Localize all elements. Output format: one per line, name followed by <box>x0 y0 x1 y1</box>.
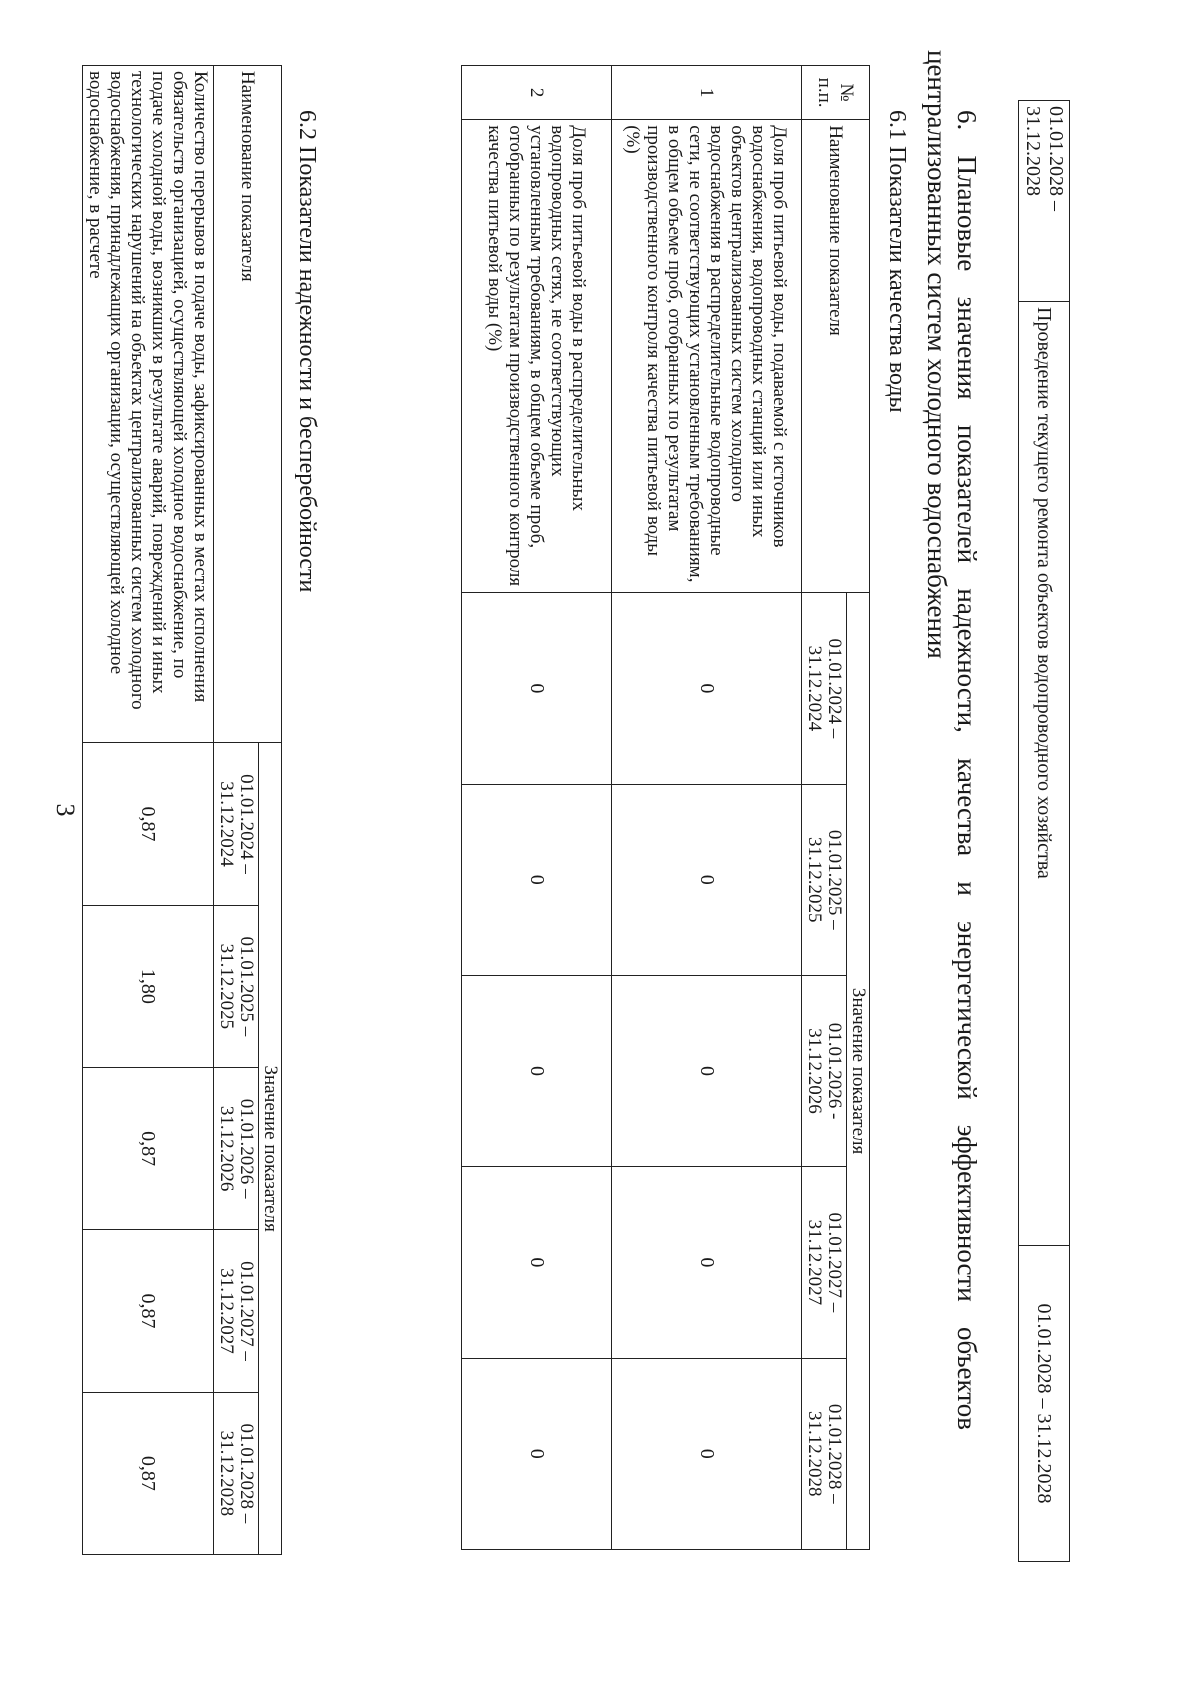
water-quality-table <box>461 65 870 1550</box>
period-header: 01.01.2027 – 31.12.2027 <box>214 1230 259 1392</box>
page-number: 3 <box>51 803 80 817</box>
indicator-value: 0 <box>462 1167 612 1358</box>
subsection-title: 6.1 Показатели качества воды <box>884 110 910 413</box>
indicator-value: 0,87 <box>83 1392 214 1554</box>
period-header: 01.01.2026 – 31.12.2026 <box>214 1067 259 1229</box>
table-header-row <box>847 66 870 1550</box>
period-cell: 01.01.2028 – 31.12.2028 <box>1019 101 1070 302</box>
section-heading <box>922 50 982 1430</box>
period-header: 01.01.2024 – 31.12.2024 <box>214 743 259 905</box>
reliability-table <box>82 65 282 1555</box>
indicator-value: 1,80 <box>83 905 214 1067</box>
table-row <box>1019 101 1070 1562</box>
indicator-value: 0,87 <box>83 1230 214 1392</box>
column-header: № п.п. <box>802 66 870 120</box>
table-row <box>83 66 214 1555</box>
row-number: 2 <box>462 66 612 120</box>
indicator-name: Доля проб питьевой воды, подаваемой с источников водоснабжения, водопроводных станций или иных объектов централизованных систем холодного водоснабжения в распределительные водопроводные сети, не соответствующих установленным требованиям, в общем объеме проб, отобранных по результатам производственного контроля качества питьевой воды (%) <box>612 120 802 593</box>
period-header: 01.01.2028 – 31.12.2028 <box>214 1392 259 1554</box>
indicator-value: 0 <box>612 784 802 975</box>
period-header: 01.01.2025 – 31.12.2025 <box>802 784 847 975</box>
subsection-title: 6.2 Показатели надежности и бесперебойности <box>294 110 320 593</box>
activity-cell: Проведение текущего ремонта объектов водопроводного хозяйства <box>1019 302 1070 1246</box>
table-row <box>612 66 802 1550</box>
column-header: Наименование показателя <box>802 120 870 593</box>
period-header: 01.01.2026 - 31.12.2026 <box>802 975 847 1166</box>
indicator-value: 0 <box>462 1358 612 1549</box>
row-number: 1 <box>612 66 802 120</box>
indicator-value: 0 <box>462 593 612 784</box>
indicator-value: 0 <box>462 784 612 975</box>
schedule-table-tail <box>1018 100 1070 1562</box>
table-header-row <box>259 66 282 1555</box>
period-header: 01.01.2025 – 31.12.2025 <box>214 905 259 1067</box>
indicator-value: 0 <box>612 1358 802 1549</box>
column-header: Наименование показателя <box>214 66 282 743</box>
indicator-name: Доля проб питьевой воды в распределительных водопроводных сетях, не соответствующих установленным требованиям, в общем объеме проб, отобранных по результатам производственного контроля качества питьевой воды (%) <box>462 120 612 593</box>
section-heading-line: 6. Плановые значения показателей надежности, качества и энергетической эффективности объектов <box>952 110 982 1430</box>
period-header: 01.01.2028 – 31.12.2028 <box>802 1358 847 1549</box>
period-cell: 01.01.2028 – 31.12.2028 <box>1019 1246 1070 1562</box>
indicator-value: 0 <box>462 975 612 1166</box>
period-header: 01.01.2024 – 31.12.2024 <box>802 593 847 784</box>
section-heading-line: централизованных систем холодного водоснабжения <box>922 50 952 659</box>
document-page <box>51 30 1070 1590</box>
indicator-value: 0,87 <box>83 1067 214 1229</box>
indicator-value: 0,87 <box>83 743 214 905</box>
period-header: 01.01.2027 – 31.12.2027 <box>802 1167 847 1358</box>
table-row <box>462 66 612 1550</box>
indicator-name: Количество перерывов в подаче воды, зафиксированных в местах исполнения обязательств организацией, осуществляющей холодное водоснабжение, по подаче холодной воды, возникших в результате аварий, повреждений и иных технологических нарушений на объектах централизованных систем холодного водоснабжения, принадлежащих организации, осуществляющей холодное водоснабжение, в расчете <box>83 66 214 743</box>
indicator-value: 0 <box>612 975 802 1166</box>
column-header: Значение показателя <box>259 743 282 1555</box>
column-header: Значение показателя <box>847 593 870 1550</box>
indicator-value: 0 <box>612 1167 802 1358</box>
indicator-value: 0 <box>612 593 802 784</box>
